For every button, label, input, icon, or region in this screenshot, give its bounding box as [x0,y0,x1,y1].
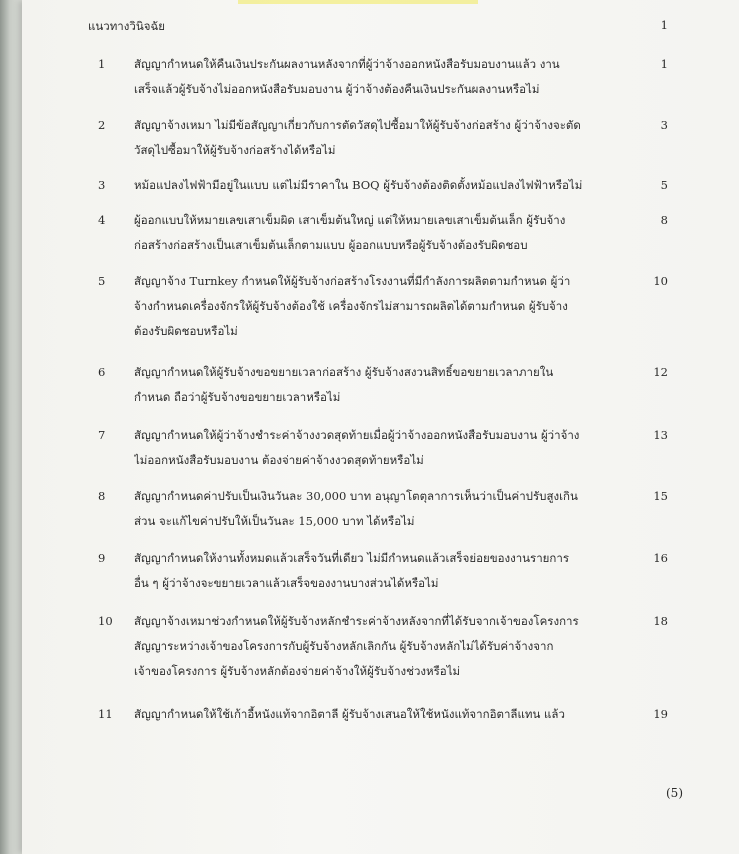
entry-line: ต้องรับผิดชอบหรือไม่ [134,324,238,338]
entry-text [134,208,618,258]
entry-number: 4 [98,213,106,227]
entry-line: สัญญาจ้าง Turnkey กำหนดให้ผู้รับจ้างก่อสร้างโรงงานที่มีกำลังการผลิตตามกำหนด ผู้ว่า [134,274,571,288]
footer-page-number: (5) [666,786,683,800]
section-title: แนวทางวินิจฉัย [88,19,166,33]
entry-page-number: 1 [660,57,668,71]
entry-text [134,52,618,102]
entry-line: จ้างกำหนดเครื่องจักรให้ผู้รับจ้างต้องใช้ เครื่องจักรไม่สามารถผลิตได้ตามกำหนด ผู้รับจ้าง [134,299,568,313]
entry-line: สัญญากำหนดให้ใช้เก้าอี้หนังแท้จากอิตาลี ผู้รับจ้างเสนอให้ใช้หนังแท้จากอิตาลีแทน แล้ว [134,707,565,721]
entry-line: สัญญากำหนดให้ผู้รับจ้างขอขยายเวลาก่อสร้าง ผู้รับจ้างสงวนสิทธิ์ขอขยายเวลาภายใน [134,365,554,379]
binding-edge [0,0,22,854]
entry-line: ไม่ออกหนังสือรับมอบงาน ต้องจ่ายค่าจ้างงวดสุดท้ายหรือไม่ [134,453,424,467]
entry-page-number: 3 [660,118,668,132]
entry-line: สัญญาระหว่างเจ้าของโครงการกับผู้รับจ้างหลักเลิกกัน ผู้รับจ้างหลักไม่ได้รับค่าจ้างจาก [134,639,554,653]
entry-line: สัญญากำหนดให้ผู้ว่าจ้างชำระค่าจ้างงวดสุดท้ายเมื่อผู้ว่าจ้างออกหนังสือรับมอบงาน ผู้ว่าจ้าง [134,428,580,442]
entry-text [134,423,618,473]
entry-line: สัญญากำหนดให้คืนเงินประกันผลงานหลังจากที่ผู้ว่าจ้างออกหนังสือรับมอบงานแล้ว งาน [134,57,560,71]
entry-line: อื่น ๆ ผู้ว่าจ้างจะขยายเวลาแล้วเสร็จของงานบางส่วนได้หรือไม่ [134,576,439,590]
entry-number: 2 [98,118,106,132]
entry-line: ส่วน จะแก้ไขค่าปรับให้เป็นวันละ 15,000 บาท ได้หรือไม่ [134,514,415,528]
entry-line: หม้อแปลงไฟฟ้ามีอยู่ในแบบ แต่ไม่มีราคาใน BOQ ผู้รับจ้างต้องติดตั้งหม้อแปลงไฟฟ้าหรือไม่ [134,178,583,192]
entry-page-number: 19 [653,707,668,721]
entry-text [134,269,618,344]
entry-text [134,360,618,410]
entry-page-number: 15 [653,489,668,503]
entry-line: วัสดุไปซื้อมาให้ผู้รับจ้างก่อสร้างได้หรือไม่ [134,143,336,157]
section-page-number: 1 [660,18,668,32]
entry-line: สัญญาจ้างเหมาช่วงกำหนดให้ผู้รับจ้างหลักชำระค่าจ้างหลังจากที่ได้รับจากเจ้าของโครงการ [134,614,579,628]
entry-number: 1 [98,57,106,71]
entry-number: 8 [98,489,106,503]
entry-line: กำหนด ถือว่าผู้รับจ้างขอขยายเวลาหรือไม่ [134,390,341,404]
entry-text [134,609,618,684]
entry-number: 5 [98,274,106,288]
entry-text [134,113,618,163]
entry-number: 9 [98,551,106,565]
entry-line: เจ้าของโครงการ ผู้รับจ้างหลักต้องจ่ายค่าจ้างให้ผู้รับจ้างช่วงหรือไม่ [134,664,461,678]
entry-number: 10 [98,614,113,628]
entry-line: ก่อสร้างก่อสร้างเป็นเสาเข็มต้นเล็กตามแบบ ผู้ออกแบบหรือผู้รับจ้างต้องรับผิดชอบ [134,238,528,252]
entry-page-number: 10 [653,274,668,288]
entry-number: 6 [98,365,106,379]
entry-page-number: 13 [653,428,668,442]
entry-line: สัญญาจ้างเหมา ไม่มีข้อสัญญาเกี่ยวกับการตัดวัสดุไปซื้อมาให้ผู้รับจ้างก่อสร้าง ผู้ว่าจ้างจะตัด [134,118,581,132]
entry-line: สัญญากำหนดค่าปรับเป็นเงินวันละ 30,000 บาท อนุญาโตตุลาการเห็นว่าเป็นค่าปรับสูงเกิน [134,489,578,503]
entry-page-number: 5 [660,178,668,192]
entry-number: 7 [98,428,106,442]
entry-page-number: 16 [653,551,668,565]
toc-header-row [88,18,668,40]
entry-page-number: 8 [660,213,668,227]
entry-number: 11 [98,707,113,721]
entry-line: ผู้ออกแบบให้หมายเลขเสาเข็มผิด เสาเข็มต้นใหญ่ แต่ให้หมายเลขเสาเข็มต้นเล็ก ผู้รับจ้าง [134,213,566,227]
entry-number: 3 [98,178,106,192]
entry-text [134,702,618,727]
entry-line: สัญญากำหนดให้งานทั้งหมดแล้วเสร็จวันที่เดียว ไม่มีกำหนดแล้วเสร็จย่อยของงานรายการ [134,551,570,565]
entry-page-number: 18 [653,614,668,628]
top-highlight-strip [238,0,478,4]
entry-line: เสร็จแล้วผู้รับจ้างไม่ออกหนังสือรับมอบงาน ผู้ว่าจ้างต้องคืนเงินประกันผลงานหรือไม่ [134,82,540,96]
entry-text [134,173,618,198]
entry-page-number: 12 [653,365,668,379]
entry-text [134,484,618,534]
entry-text [134,546,618,596]
